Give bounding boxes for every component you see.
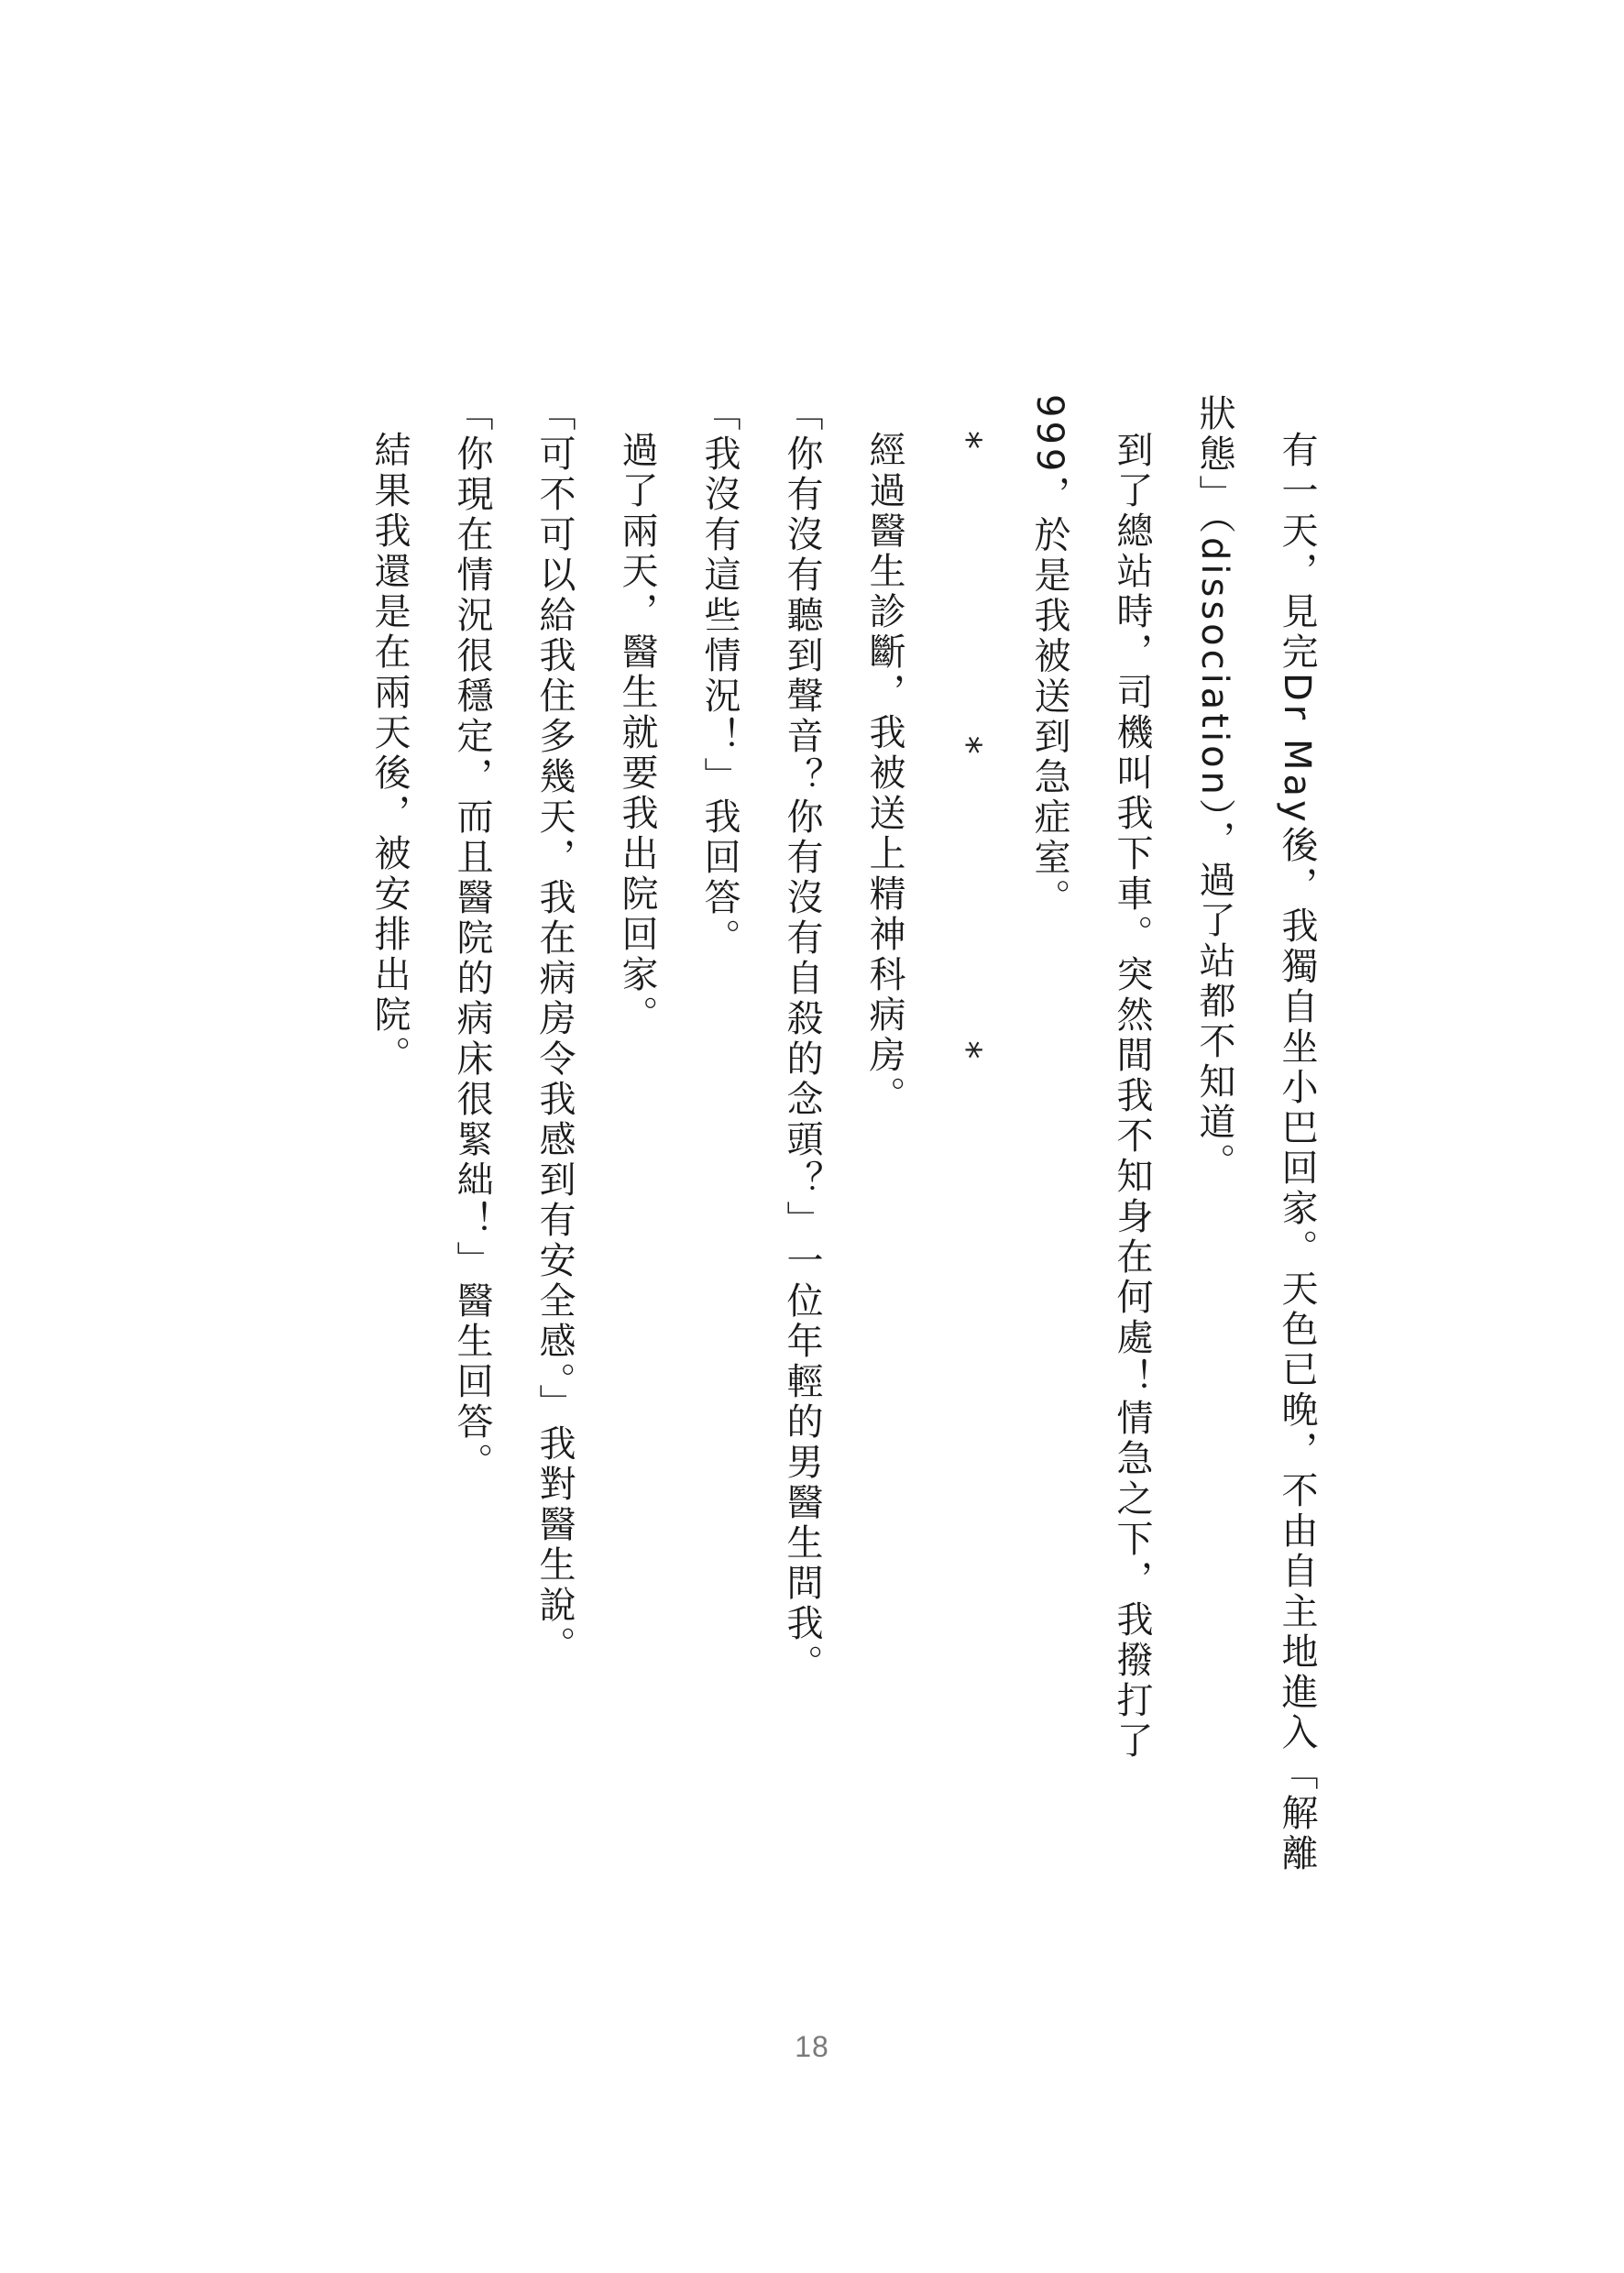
- paragraph-8: 「你現在情況很穩定，而且醫院的病床很緊絀！」醫生回答。: [451, 394, 493, 1483]
- paragraph-4: 「你有沒有聽到聲音？你有沒有自殺的念頭？」一位年輕的男醫生問我。: [781, 394, 823, 1685]
- paragraph-7: 「可不可以給我住多幾天，我在病房令我感到有安全感。」我對醫生說。: [533, 394, 576, 1666]
- body-text: [367, 394, 1338, 1879]
- paragraph-2: 到了總站時，司機叫我下車。突然間我不知身在何處！情急之下，我撥打了999，於是我被送到急症室。: [1028, 394, 1153, 1762]
- paragraph-5: 「我沒有這些情況！」我回答。: [698, 394, 741, 959]
- paragraph-3: 經過醫生診斷，我被送上精神科病房。: [863, 431, 905, 1116]
- paragraph-9: 結果我還是在兩天後，被安排出院。: [368, 431, 411, 1076]
- paragraph-6: 過了兩天，醫生就要我出院回家。: [616, 431, 658, 1036]
- paragraph-1: 有一天，見完Dr May後，我獨自坐小巴回家。天色已晚，不由自主地進入「解離狀態」（dissociation），過了站都不知道。: [1193, 394, 1318, 1874]
- section-separator: * * *: [946, 431, 988, 1197]
- page-number: 18: [795, 2030, 829, 2063]
